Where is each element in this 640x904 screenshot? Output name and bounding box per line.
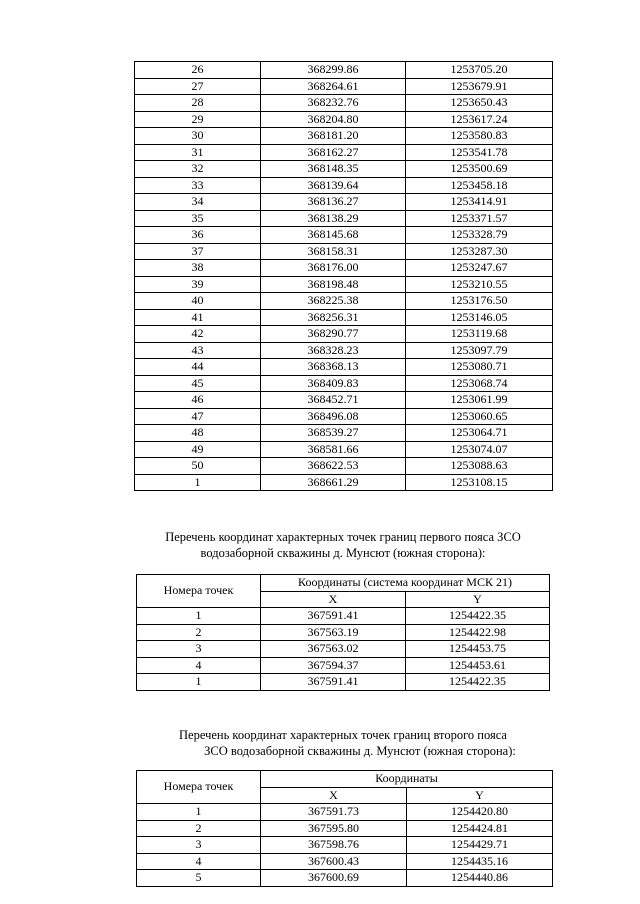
table-body (137, 608, 550, 691)
x-coordinate-cell: 368539.27 (261, 425, 406, 442)
y-coordinate-cell: 1254424.81 (407, 820, 553, 837)
table-row (137, 608, 550, 625)
table-row (135, 227, 553, 244)
header-coordinates: Координаты (система координат МСК 21) (261, 575, 550, 592)
table-row (135, 128, 553, 145)
point-number-cell: 43 (135, 342, 261, 359)
x-coordinate-cell: 368148.35 (261, 161, 406, 178)
header-coordinates: Координаты (261, 771, 553, 788)
x-coordinate-cell: 368452.71 (261, 392, 406, 409)
point-number-cell: 47 (135, 408, 261, 425)
table-row (135, 161, 553, 178)
point-number-cell: 1 (137, 608, 261, 625)
header-y: Y (406, 591, 550, 608)
y-coordinate-cell: 1254440.86 (407, 870, 553, 887)
y-coordinate-cell: 1253068.74 (406, 375, 553, 392)
x-coordinate-cell: 368198.48 (261, 276, 406, 293)
point-number-cell: 50 (135, 458, 261, 475)
y-coordinate-cell: 1253060.65 (406, 408, 553, 425)
x-coordinate-cell: 368139.64 (261, 177, 406, 194)
table-row (137, 853, 553, 870)
x-coordinate-cell: 368409.83 (261, 375, 406, 392)
y-coordinate-cell: 1254435.16 (407, 853, 553, 870)
first-zone-coordinates-table (136, 574, 550, 691)
table-row (135, 359, 553, 376)
y-coordinate-cell: 1253074.07 (406, 441, 553, 458)
header-points: Номера точек (137, 771, 261, 804)
table-row (137, 870, 553, 887)
point-number-cell: 37 (135, 243, 261, 260)
table-row (137, 820, 553, 837)
y-coordinate-cell: 1253146.05 (406, 309, 553, 326)
y-coordinate-cell: 1253650.43 (406, 95, 553, 112)
x-coordinate-cell: 367591.73 (261, 804, 407, 821)
x-coordinate-cell: 367598.76 (261, 837, 407, 854)
table-row (135, 260, 553, 277)
point-number-cell: 41 (135, 309, 261, 326)
x-coordinate-cell: 368368.13 (261, 359, 406, 376)
point-number-cell: 39 (135, 276, 261, 293)
caption-line: ЗСО водозаборной скважины д. Мунсют (южная сторона): (204, 744, 516, 758)
y-coordinate-cell: 1253108.15 (406, 474, 553, 491)
x-coordinate-cell: 367600.69 (261, 870, 407, 887)
point-number-cell: 45 (135, 375, 261, 392)
header-points: Номера точек (137, 575, 261, 608)
point-number-cell: 2 (137, 820, 261, 837)
table-row (135, 293, 553, 310)
y-coordinate-cell: 1253617.24 (406, 111, 553, 128)
y-coordinate-cell: 1253064.71 (406, 425, 553, 442)
point-number-cell: 32 (135, 161, 261, 178)
point-number-cell: 4 (137, 853, 261, 870)
point-number-cell: 3 (137, 837, 261, 854)
table-row (137, 641, 550, 658)
point-number-cell: 34 (135, 194, 261, 211)
table-row (135, 62, 553, 79)
y-coordinate-cell: 1253061.99 (406, 392, 553, 409)
x-coordinate-cell: 367591.41 (261, 608, 406, 625)
table-row (135, 95, 553, 112)
x-coordinate-cell: 367594.37 (261, 657, 406, 674)
point-number-cell: 38 (135, 260, 261, 277)
y-coordinate-cell: 1253080.71 (406, 359, 553, 376)
x-coordinate-cell: 368138.29 (261, 210, 406, 227)
y-coordinate-cell: 1253541.78 (406, 144, 553, 161)
x-coordinate-cell: 368136.27 (261, 194, 406, 211)
point-number-cell: 2 (137, 624, 261, 641)
x-coordinate-cell: 368204.80 (261, 111, 406, 128)
y-coordinate-cell: 1253458.18 (406, 177, 553, 194)
table-row (135, 276, 553, 293)
point-number-cell: 27 (135, 78, 261, 95)
x-coordinate-cell: 368181.20 (261, 128, 406, 145)
point-number-cell: 3 (137, 641, 261, 658)
first-zone-caption (134, 529, 552, 561)
y-coordinate-cell: 1254453.61 (406, 657, 550, 674)
x-coordinate-cell: 368581.66 (261, 441, 406, 458)
y-coordinate-cell: 1254429.71 (407, 837, 553, 854)
point-number-cell: 1 (135, 474, 261, 491)
x-coordinate-cell: 368158.31 (261, 243, 406, 260)
x-coordinate-cell: 367595.80 (261, 820, 407, 837)
x-coordinate-cell: 367563.02 (261, 641, 406, 658)
x-coordinate-cell: 368328.23 (261, 342, 406, 359)
x-coordinate-cell: 368299.86 (261, 62, 406, 79)
table-row (137, 674, 550, 691)
second-zone-caption (134, 727, 552, 759)
header-x: X (261, 591, 406, 608)
point-number-cell: 49 (135, 441, 261, 458)
y-coordinate-cell: 1253247.67 (406, 260, 553, 277)
x-coordinate-cell: 367600.43 (261, 853, 407, 870)
y-coordinate-cell: 1254422.98 (406, 624, 550, 641)
table-row (135, 309, 553, 326)
point-number-cell: 26 (135, 62, 261, 79)
y-coordinate-cell: 1253210.55 (406, 276, 553, 293)
header-x: X (261, 787, 407, 804)
x-coordinate-cell: 368162.27 (261, 144, 406, 161)
coordinates-table-continued (134, 61, 553, 491)
x-coordinate-cell: 368225.38 (261, 293, 406, 310)
x-coordinate-cell: 368661.29 (261, 474, 406, 491)
y-coordinate-cell: 1254422.35 (406, 674, 550, 691)
point-number-cell: 40 (135, 293, 261, 310)
table-row (135, 144, 553, 161)
second-zone-coordinates-table (136, 770, 553, 887)
x-coordinate-cell: 368232.76 (261, 95, 406, 112)
x-coordinate-cell: 368622.53 (261, 458, 406, 475)
table-row (135, 326, 553, 343)
table-row (135, 177, 553, 194)
table-row (135, 474, 553, 491)
y-coordinate-cell: 1253705.20 (406, 62, 553, 79)
y-coordinate-cell: 1253500.69 (406, 161, 553, 178)
point-number-cell: 1 (137, 674, 261, 691)
table-row (135, 375, 553, 392)
point-number-cell: 33 (135, 177, 261, 194)
point-number-cell: 4 (137, 657, 261, 674)
caption-line: Перечень координат характерных точек границ первого пояса ЗСО (165, 530, 521, 544)
x-coordinate-cell: 368256.31 (261, 309, 406, 326)
y-coordinate-cell: 1253371.57 (406, 210, 553, 227)
x-coordinate-cell: 368290.77 (261, 326, 406, 343)
x-coordinate-cell: 367591.41 (261, 674, 406, 691)
table-body (135, 62, 553, 491)
table-row (135, 441, 553, 458)
x-coordinate-cell: 368145.68 (261, 227, 406, 244)
table-row (135, 194, 553, 211)
header-y: Y (407, 787, 553, 804)
table-row (135, 78, 553, 95)
table-row (135, 458, 553, 475)
point-number-cell: 5 (137, 870, 261, 887)
y-coordinate-cell: 1253287.30 (406, 243, 553, 260)
caption-line: водозаборной скважины д. Мунсют (южная сторона): (200, 546, 486, 560)
y-coordinate-cell: 1253097.79 (406, 342, 553, 359)
point-number-cell: 48 (135, 425, 261, 442)
y-coordinate-cell: 1253088.63 (406, 458, 553, 475)
y-coordinate-cell: 1253414.91 (406, 194, 553, 211)
y-coordinate-cell: 1253580.83 (406, 128, 553, 145)
table-row (137, 804, 553, 821)
y-coordinate-cell: 1253119.68 (406, 326, 553, 343)
table-row (135, 392, 553, 409)
table-row (135, 210, 553, 227)
caption-line: Перечень координат характерных точек границ второго пояса (179, 728, 507, 742)
y-coordinate-cell: 1253176.50 (406, 293, 553, 310)
x-coordinate-cell: 368496.08 (261, 408, 406, 425)
x-coordinate-cell: 367563.19 (261, 624, 406, 641)
table-row (135, 425, 553, 442)
y-coordinate-cell: 1253328.79 (406, 227, 553, 244)
y-coordinate-cell: 1254422.35 (406, 608, 550, 625)
point-number-cell: 35 (135, 210, 261, 227)
table-row (135, 243, 553, 260)
y-coordinate-cell: 1253679.91 (406, 78, 553, 95)
table-body (137, 804, 553, 887)
table-row (135, 408, 553, 425)
point-number-cell: 36 (135, 227, 261, 244)
table-row (135, 111, 553, 128)
point-number-cell: 31 (135, 144, 261, 161)
y-coordinate-cell: 1254420.80 (407, 804, 553, 821)
point-number-cell: 46 (135, 392, 261, 409)
table-row (137, 657, 550, 674)
point-number-cell: 1 (137, 804, 261, 821)
y-coordinate-cell: 1254453.75 (406, 641, 550, 658)
point-number-cell: 28 (135, 95, 261, 112)
point-number-cell: 29 (135, 111, 261, 128)
point-number-cell: 30 (135, 128, 261, 145)
x-coordinate-cell: 368264.61 (261, 78, 406, 95)
table-row (137, 837, 553, 854)
x-coordinate-cell: 368176.00 (261, 260, 406, 277)
point-number-cell: 42 (135, 326, 261, 343)
point-number-cell: 44 (135, 359, 261, 376)
table-row (137, 624, 550, 641)
table-row (135, 342, 553, 359)
